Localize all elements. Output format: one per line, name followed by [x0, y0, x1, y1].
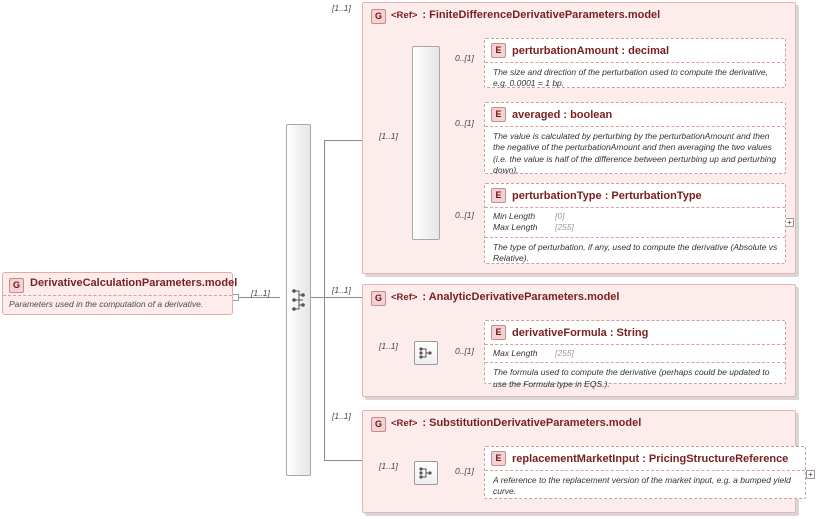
facet-label: Max Length: [493, 222, 538, 233]
sequence-icon[interactable]: [414, 341, 438, 365]
group-3-inner-cardinality: [1..1]: [379, 461, 398, 471]
sequence-icon[interactable]: [414, 461, 438, 485]
element-averaged[interactable]: [484, 102, 786, 174]
group-2-title: : AnalyticDerivativeParameters.model: [422, 291, 620, 303]
facet-value: [255]: [555, 222, 574, 233]
group-badge-icon: G: [9, 278, 24, 293]
element-facets: [485, 345, 785, 362]
facet-label: Min Length: [493, 211, 536, 221]
connector-compositor-out: [311, 297, 324, 298]
group-2-ref-label: <Ref>: [391, 292, 418, 303]
element-description: The type of perturbation, if any, used to compute the derivative (Absolute vs Relative).: [493, 241, 778, 264]
group-3-branch-cardinality: [1..1]: [332, 411, 351, 421]
group-3-header: [371, 416, 642, 431]
group-badge-icon: G: [371, 9, 386, 24]
sequence-glyph: [415, 342, 437, 364]
group-1-title: : FiniteDifferenceDerivativeParameters.model: [422, 9, 661, 21]
group-2-inner-cardinality: [1..1]: [379, 341, 398, 351]
element-badge-icon: E: [491, 43, 506, 58]
group-3-title: : SubstitutionDerivativeParameters.model: [422, 417, 642, 429]
group-1-branch-cardinality: [1..1]: [332, 3, 351, 13]
element-facets: [485, 208, 785, 237]
element-name: derivativeFormula : String: [512, 326, 649, 339]
connector-branch-1: [324, 140, 362, 141]
connector-stub-root: [232, 294, 239, 301]
root-model-node[interactable]: [2, 272, 238, 315]
element-perturbation-type[interactable]: [484, 183, 786, 264]
group-badge-icon: G: [371, 417, 386, 432]
expand-plus-icon[interactable]: +: [806, 470, 815, 479]
element-replacement-market-input[interactable]: [484, 446, 806, 499]
choice-bar-icon[interactable]: [286, 124, 311, 476]
group-1-ref-label: <Ref>: [391, 10, 418, 21]
element-name: perturbationAmount : decimal: [512, 44, 670, 57]
root-model-title: DerivativeCalculationParameters.model: [30, 277, 238, 289]
element-cardinality: 0..[1]: [455, 53, 474, 63]
element-badge-icon: E: [491, 107, 506, 122]
group-2-branch-cardinality: [1..1]: [332, 285, 351, 295]
group-1-inner-cardinality: [1..1]: [379, 131, 398, 141]
root-model-description: Parameters used in the computation of a derivative.: [9, 299, 204, 309]
sequence-glyph: [415, 462, 437, 484]
group-1-inner-bar-icon[interactable]: [412, 46, 440, 240]
root-out-cardinality: [1..1]: [251, 288, 270, 298]
element-badge-icon: E: [491, 325, 506, 340]
element-description: The formula used to compute the derivative (perhaps could be updated to use the Formula type in EQS.).: [493, 367, 770, 389]
element-derivative-formula[interactable]: [484, 320, 786, 389]
group-badge-icon: G: [371, 291, 386, 306]
choice-bar-glyph: [287, 125, 310, 475]
facet-label: Max Length: [493, 348, 538, 358]
connector-branch-2: [324, 297, 362, 298]
group-2-header: [371, 290, 619, 305]
group-1-header: [371, 8, 661, 23]
element-name: averaged : boolean: [512, 108, 613, 121]
element-description: The size and direction of the perturbation used to compute the derivative, e.g. 0.0001 = 1 bp.: [493, 67, 768, 89]
group-3-ref-label: <Ref>: [391, 418, 418, 429]
element-name: replacementMarketInput : PricingStructureReference: [512, 452, 789, 465]
facet-value: [0]: [555, 211, 565, 221]
element-name: perturbationType : PerturbationType: [512, 189, 702, 202]
element-cardinality: 0..[1]: [455, 346, 474, 356]
element-description: A reference to the replacement version of the market input, e.g. a bumped yield curve.: [493, 475, 791, 497]
element-description: The value is calculated by perturbing by the perturbationAmount and then the negative of the perturbationAmount and then averaging the two values (i.e. the value is half of the difference between perturbing up and perturbing down).: [493, 131, 777, 176]
connector-branch-3: [324, 460, 362, 461]
element-badge-icon: E: [491, 188, 506, 203]
facet-value: [255]: [555, 348, 574, 358]
element-cardinality: 0..[1]: [455, 466, 474, 476]
element-cardinality: 0..[1]: [455, 118, 474, 128]
element-cardinality: 0..[1]: [455, 210, 474, 220]
element-perturbation-amount[interactable]: [484, 38, 786, 88]
element-badge-icon: E: [491, 451, 506, 466]
connector-trunk: [324, 140, 325, 460]
expand-plus-icon[interactable]: +: [785, 218, 794, 227]
